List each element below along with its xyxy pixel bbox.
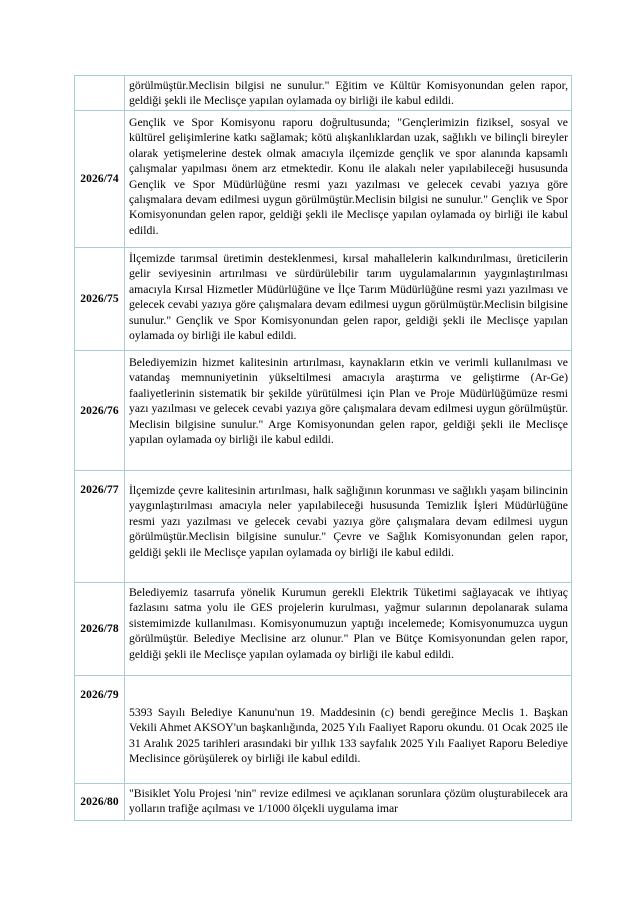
decision-number-cell: [75, 76, 125, 110]
decision-number-cell: 2026/76: [75, 351, 125, 470]
decision-text-cell: "Bisiklet Yolu Projesi 'nin" revize edilmesi ve açıklanan sorunlara çözüm oluşturabilecek ara yolların trafiğe açılması ve 1/1000 ölçekli uygulama imar: [129, 787, 568, 816]
decision-number-cell: 2026/80: [75, 784, 125, 820]
decision-text-cell: İlçemizde çevre kalitesinin artırılması, halk sağlığının korunması ve sağlıklı yaşam bilincinin yaygınlaştırılması amacıyla neler yapılabileceği hususunda Temizlik İşleri Müdürlüğüne resmi yazı yazılması ve gelecek cevabi yazıya göre çalışmalara devam edilmesi uygun görülmüştür.Meclisin bilgisine sunulur." Çevre ve Sağlık Komisyonundan gelen rapor, geldiği şekli ile Meclisçe yapılan oylamada oy birliği ile kabul edildi.: [129, 484, 568, 559]
decision-text-cell: Gençlik ve Spor Komisyonu raporu doğrultusunda; "Gençlerimizin fiziksel, sosyal ve kültürel gelişimlerine katkı sağlamak; kötü alışkanlıklardan uzak, sağlıklı ve bilinçli bireyler olarak yetişmelerine destek olmak amacıyla ilçemizde gençlik ve spor alanında kapsamlı çalışmalar yapılması önem arz etmektedir. Konu ile alakalı neler yapılabileceği hususunda Gençlik ve Spor Müdürlüğüne resmi yazı yazılması ve gelecek cevabi yazıya göre çalışmalara devam edilmesi uygun görülmüştür.Meclisin bilgisi ne sunulur." Gençlik ve Spor Komisyonundan gelen rapor, geldiği şekli ile Meclisçe yapılan oylamada oy birliği ile kabul edildi.: [129, 116, 568, 237]
decision-number-cell: 2026/77: [75, 471, 125, 582]
decision-text-cell: görülmüştür.Meclisin bilgisi ne sunulur." Eğitim ve Kültür Komisyonundan gelen rapor, geldiği şekli ile Meclisçe yapılan oylamada oy birliği ile kabul edildi.: [129, 79, 568, 108]
table-row: [75, 248, 571, 351]
decision-number-cell: 2026/78: [75, 583, 125, 675]
table-row: [75, 76, 571, 111]
table-row: [75, 676, 571, 784]
decision-text-cell: Belediyemiz tasarrufa yönelik Kurumun gerekli Elektrik Tüketimi sağlayacak ve ihtiyaç fazlasını satma yolu ile GES projelerin kurulması, yağmur sularının depolanarak sulama sistemimizde kullanılması. Komisyonumuzun yaptığı incelemede; Komisyonumuzca uygun görülmüştür. Belediye Meclisine arz olunur." Plan ve Bütçe Komisyonundan gelen rapor, geldiği şekli ile Meclisçe yapılan oylamada oy birliği ile kabul edildi.: [129, 586, 568, 661]
table-row: [75, 471, 571, 583]
table-row: [75, 784, 571, 820]
table-row: [75, 111, 571, 248]
decision-number-cell: 2026/79: [75, 676, 125, 783]
decision-number-cell: 2026/75: [75, 248, 125, 350]
decision-number-cell: 2026/74: [75, 111, 125, 247]
decision-text-cell: İlçemizde tarımsal üretimin desteklenmesi, kırsal mahallelerin kalkındırılması, üreticilerin gelir seviyesinin artırılması ve sürdürülebilir tarım uygulamalarının yaygınlaştırılması amacıyla Kırsal Hizmetler Müdürlüğüne ve İlçe Tarım Müdürlüğüne resmi yazı yazılması ve gelecek cevabi yazıya göre çalışmalara devam edilmesi uygun görülmüştür.Meclisin bilgisine sunulur." Gençlik ve Spor Komisyonundan gelen rapor, geldiği şekli ile Meclisçe yapılan oylamada oy birliği ile kabul edildi.: [129, 252, 568, 343]
decision-text-cell: 5393 Sayılı Belediye Kanunu'nun 19. Maddesinin (c) bendi gereğince Meclis 1. Başkan Vekili Ahmet AKSOY'un başkanlığında, 2025 Yılı Faaliyet Raporu okundu. 01 Ocak 2025 ile 31 Aralık 2025 tarihleri arasındaki bir yıllık 133 sayfalık 2025 Yılı Faaliyet Raporu Belediye Meclisince görüşülerek oy birliği ile kabul edildi.: [129, 706, 568, 766]
table-row: [75, 351, 571, 471]
table-row: [75, 583, 571, 676]
council-decisions-table: [74, 75, 572, 821]
decision-text-cell: Belediyemizin hizmet kalitesinin artırılması, kaynakların etkin ve verimli kullanılması ve vatandaş memnuniyetinin yükseltilmesi amacıyla araştırma ve geliştirme (Ar-Ge) faaliyetlerinin sistematik bir şekilde yürütülmesi için Plan ve Proje Müdürlüğümüze resmi yazı yazılması ve gelecek cevabi yazıya göre çalışmalara devam edilmesi uygun görülmüştür. Meclisin bilgisine sunulur." Arge Komisyonundan gelen rapor, geldiği şekli ile Meclisçe yapılan oylamada oy birliği ile kabul edildi.: [129, 356, 568, 447]
